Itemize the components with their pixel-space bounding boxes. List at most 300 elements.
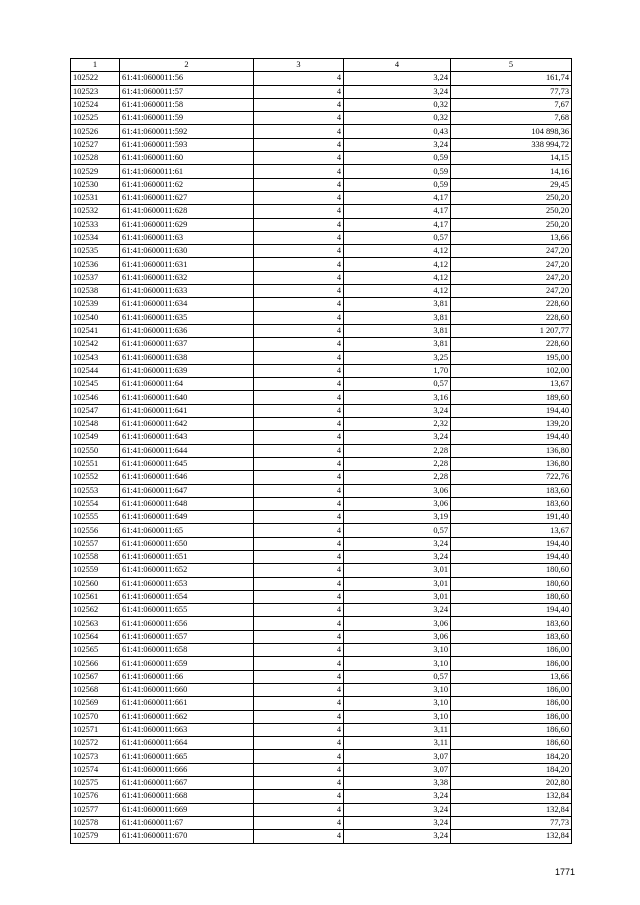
category-cell: 4 [254, 604, 344, 617]
table-row [71, 125, 572, 138]
rate-cell: 0,57 [344, 524, 451, 537]
category-cell: 4 [254, 803, 344, 816]
amount-cell: 104 898,36 [451, 125, 572, 138]
amount-cell: 186,60 [451, 737, 572, 750]
rate-cell: 3,10 [344, 710, 451, 723]
category-cell: 4 [254, 790, 344, 803]
category-cell: 4 [254, 537, 344, 550]
rate-cell: 2,28 [344, 471, 451, 484]
category-cell: 4 [254, 471, 344, 484]
rate-cell: 3,01 [344, 590, 451, 603]
table-row [71, 85, 572, 98]
category-cell: 4 [254, 351, 344, 364]
record-number-cell: 102560 [71, 577, 120, 590]
amount-cell: 194,40 [451, 431, 572, 444]
category-cell: 4 [254, 763, 344, 776]
table-row [71, 737, 572, 750]
amount-cell: 338 994,72 [451, 138, 572, 151]
amount-cell: 139,20 [451, 418, 572, 431]
column-header: 3 [254, 59, 344, 72]
rate-cell: 3,24 [344, 431, 451, 444]
table-row [71, 418, 572, 431]
record-number-cell: 102549 [71, 431, 120, 444]
record-number-cell: 102557 [71, 537, 120, 550]
category-cell: 4 [254, 391, 344, 404]
category-cell: 4 [254, 125, 344, 138]
rate-cell: 3,06 [344, 484, 451, 497]
category-cell: 4 [254, 550, 344, 563]
cadastral-number-cell: 61:41:0600011:639 [120, 364, 254, 377]
category-cell: 4 [254, 657, 344, 670]
cadastral-number-cell: 61:41:0600011:62 [120, 178, 254, 191]
amount-cell: 186,00 [451, 657, 572, 670]
table-row [71, 205, 572, 218]
rate-cell: 3,06 [344, 497, 451, 510]
rate-cell: 3,25 [344, 351, 451, 364]
rate-cell: 3,06 [344, 630, 451, 643]
cadastral-number-cell: 61:41:0600011:65 [120, 524, 254, 537]
cadastral-number-cell: 61:41:0600011:631 [120, 258, 254, 271]
table-row [71, 271, 572, 284]
amount-cell: 228,60 [451, 338, 572, 351]
category-cell: 4 [254, 670, 344, 683]
rate-cell: 3,10 [344, 697, 451, 710]
category-cell: 4 [254, 524, 344, 537]
record-number-cell: 102522 [71, 72, 120, 85]
category-cell: 4 [254, 737, 344, 750]
amount-cell: 250,20 [451, 218, 572, 231]
record-number-cell: 102533 [71, 218, 120, 231]
table-row [71, 803, 572, 816]
category-cell: 4 [254, 457, 344, 470]
amount-cell: 136,80 [451, 457, 572, 470]
cadastral-number-cell: 61:41:0600011:668 [120, 790, 254, 803]
table-row [71, 98, 572, 111]
record-number-cell: 102538 [71, 285, 120, 298]
table-header-row [71, 59, 572, 72]
amount-cell: 722,76 [451, 471, 572, 484]
amount-cell: 180,60 [451, 590, 572, 603]
rate-cell: 0,57 [344, 378, 451, 391]
amount-cell: 247,20 [451, 245, 572, 258]
record-number-cell: 102527 [71, 138, 120, 151]
cadastral-number-cell: 61:41:0600011:56 [120, 72, 254, 85]
amount-cell: 184,20 [451, 763, 572, 776]
cadastral-number-cell: 61:41:0600011:646 [120, 471, 254, 484]
amount-cell: 161,74 [451, 72, 572, 85]
category-cell: 4 [254, 324, 344, 337]
cadastral-number-cell: 61:41:0600011:634 [120, 298, 254, 311]
cadastral-number-cell: 61:41:0600011:658 [120, 644, 254, 657]
rate-cell: 2,28 [344, 457, 451, 470]
category-cell: 4 [254, 378, 344, 391]
table-row [71, 457, 572, 470]
category-cell: 4 [254, 245, 344, 258]
table-row [71, 165, 572, 178]
cadastral-number-cell: 61:41:0600011:637 [120, 338, 254, 351]
rate-cell: 3,19 [344, 511, 451, 524]
amount-cell: 250,20 [451, 191, 572, 204]
rate-cell: 4,17 [344, 205, 451, 218]
rate-cell: 0,57 [344, 231, 451, 244]
rate-cell: 3,24 [344, 404, 451, 417]
cadastral-number-cell: 61:41:0600011:592 [120, 125, 254, 138]
rate-cell: 0,43 [344, 125, 451, 138]
cadastral-number-cell: 61:41:0600011:665 [120, 750, 254, 763]
record-number-cell: 102565 [71, 644, 120, 657]
cadastral-number-cell: 61:41:0600011:652 [120, 564, 254, 577]
category-cell: 4 [254, 205, 344, 218]
amount-cell: 194,40 [451, 537, 572, 550]
rate-cell: 4,17 [344, 218, 451, 231]
amount-cell: 186,60 [451, 723, 572, 736]
cadastral-number-cell: 61:41:0600011:635 [120, 311, 254, 324]
record-number-cell: 102569 [71, 697, 120, 710]
amount-cell: 77,73 [451, 85, 572, 98]
amount-cell: 194,40 [451, 550, 572, 563]
category-cell: 4 [254, 258, 344, 271]
record-number-cell: 102550 [71, 444, 120, 457]
amount-cell: 7,67 [451, 98, 572, 111]
category-cell: 4 [254, 511, 344, 524]
rate-cell: 0,59 [344, 178, 451, 191]
rate-cell: 3,06 [344, 617, 451, 630]
cadastral-number-cell: 61:41:0600011:651 [120, 550, 254, 563]
rate-cell: 4,12 [344, 285, 451, 298]
table-row [71, 72, 572, 85]
category-cell: 4 [254, 444, 344, 457]
category-cell: 4 [254, 404, 344, 417]
record-number-cell: 102529 [71, 165, 120, 178]
rate-cell: 4,12 [344, 245, 451, 258]
cadastral-number-cell: 61:41:0600011:667 [120, 777, 254, 790]
category-cell: 4 [254, 165, 344, 178]
cadastral-number-cell: 61:41:0600011:669 [120, 803, 254, 816]
rate-cell: 1,70 [344, 364, 451, 377]
category-cell: 4 [254, 431, 344, 444]
category-cell: 4 [254, 617, 344, 630]
table-row [71, 604, 572, 617]
category-cell: 4 [254, 112, 344, 125]
category-cell: 4 [254, 418, 344, 431]
cadastral-number-cell: 61:41:0600011:661 [120, 697, 254, 710]
table-row [71, 564, 572, 577]
rate-cell: 3,24 [344, 138, 451, 151]
category-cell: 4 [254, 98, 344, 111]
record-number-cell: 102530 [71, 178, 120, 191]
category-cell: 4 [254, 683, 344, 696]
category-cell: 4 [254, 138, 344, 151]
amount-cell: 191,40 [451, 511, 572, 524]
data-table [70, 58, 572, 844]
table-row [71, 258, 572, 271]
record-number-cell: 102562 [71, 604, 120, 617]
table-row [71, 152, 572, 165]
table-row [71, 550, 572, 563]
table-row [71, 324, 572, 337]
record-number-cell: 102558 [71, 550, 120, 563]
rate-cell: 4,12 [344, 271, 451, 284]
record-number-cell: 102523 [71, 85, 120, 98]
table-row [71, 351, 572, 364]
rate-cell: 3,11 [344, 737, 451, 750]
table-row [71, 537, 572, 550]
amount-cell: 247,20 [451, 285, 572, 298]
amount-cell: 136,80 [451, 444, 572, 457]
amount-cell: 180,60 [451, 564, 572, 577]
column-header: 5 [451, 59, 572, 72]
record-number-cell: 102574 [71, 763, 120, 776]
category-cell: 4 [254, 830, 344, 843]
rate-cell: 3,01 [344, 564, 451, 577]
cadastral-number-cell: 61:41:0600011:664 [120, 737, 254, 750]
rate-cell: 3,07 [344, 750, 451, 763]
rate-cell: 3,24 [344, 85, 451, 98]
record-number-cell: 102525 [71, 112, 120, 125]
rate-cell: 3,16 [344, 391, 451, 404]
rate-cell: 3,10 [344, 683, 451, 696]
rate-cell: 2,32 [344, 418, 451, 431]
rate-cell: 3,24 [344, 550, 451, 563]
table-row [71, 444, 572, 457]
amount-cell: 183,60 [451, 630, 572, 643]
record-number-cell: 102577 [71, 803, 120, 816]
record-number-cell: 102526 [71, 125, 120, 138]
table-row [71, 364, 572, 377]
cadastral-number-cell: 61:41:0600011:662 [120, 710, 254, 723]
rate-cell: 4,17 [344, 191, 451, 204]
category-cell: 4 [254, 644, 344, 657]
rate-cell: 3,24 [344, 537, 451, 550]
table-row [71, 830, 572, 843]
record-number-cell: 102531 [71, 191, 120, 204]
rate-cell: 3,10 [344, 644, 451, 657]
rate-cell: 3,10 [344, 657, 451, 670]
cadastral-number-cell: 61:41:0600011:628 [120, 205, 254, 218]
table-row [71, 138, 572, 151]
record-number-cell: 102542 [71, 338, 120, 351]
record-number-cell: 102536 [71, 258, 120, 271]
cadastral-number-cell: 61:41:0600011:630 [120, 245, 254, 258]
cadastral-number-cell: 61:41:0600011:670 [120, 830, 254, 843]
cadastral-number-cell: 61:41:0600011:653 [120, 577, 254, 590]
table-row [71, 378, 572, 391]
rate-cell: 0,57 [344, 670, 451, 683]
rate-cell: 3,81 [344, 338, 451, 351]
table-row [71, 112, 572, 125]
cadastral-number-cell: 61:41:0600011:627 [120, 191, 254, 204]
rate-cell: 3,24 [344, 790, 451, 803]
amount-cell: 1 207,77 [451, 324, 572, 337]
table-row [71, 524, 572, 537]
cadastral-number-cell: 61:41:0600011:641 [120, 404, 254, 417]
cadastral-number-cell: 61:41:0600011:648 [120, 497, 254, 510]
cadastral-number-cell: 61:41:0600011:663 [120, 723, 254, 736]
category-cell: 4 [254, 577, 344, 590]
category-cell: 4 [254, 218, 344, 231]
amount-cell: 189,60 [451, 391, 572, 404]
record-number-cell: 102575 [71, 777, 120, 790]
column-header: 2 [120, 59, 254, 72]
cadastral-number-cell: 61:41:0600011:655 [120, 604, 254, 617]
record-number-cell: 102551 [71, 457, 120, 470]
table-row [71, 670, 572, 683]
cadastral-number-cell: 61:41:0600011:640 [120, 391, 254, 404]
amount-cell: 202,80 [451, 777, 572, 790]
record-number-cell: 102547 [71, 404, 120, 417]
record-number-cell: 102571 [71, 723, 120, 736]
record-number-cell: 102546 [71, 391, 120, 404]
category-cell: 4 [254, 231, 344, 244]
rate-cell: 3,81 [344, 311, 451, 324]
category-cell: 4 [254, 338, 344, 351]
record-number-cell: 102570 [71, 710, 120, 723]
table-row [71, 683, 572, 696]
table-row [71, 763, 572, 776]
record-number-cell: 102579 [71, 830, 120, 843]
category-cell: 4 [254, 630, 344, 643]
amount-cell: 13,66 [451, 231, 572, 244]
category-cell: 4 [254, 564, 344, 577]
cadastral-number-cell: 61:41:0600011:666 [120, 763, 254, 776]
amount-cell: 186,00 [451, 697, 572, 710]
amount-cell: 250,20 [451, 205, 572, 218]
cadastral-number-cell: 61:41:0600011:59 [120, 112, 254, 125]
cadastral-number-cell: 61:41:0600011:629 [120, 218, 254, 231]
record-number-cell: 102544 [71, 364, 120, 377]
table-row [71, 298, 572, 311]
amount-cell: 186,00 [451, 683, 572, 696]
record-number-cell: 102554 [71, 497, 120, 510]
table-row [71, 285, 572, 298]
category-cell: 4 [254, 497, 344, 510]
rate-cell: 3,24 [344, 830, 451, 843]
amount-cell: 247,20 [451, 271, 572, 284]
amount-cell: 132,84 [451, 803, 572, 816]
cadastral-number-cell: 61:41:0600011:650 [120, 537, 254, 550]
rate-cell: 3,38 [344, 777, 451, 790]
amount-cell: 14,15 [451, 152, 572, 165]
table-row [71, 245, 572, 258]
rate-cell: 2,28 [344, 444, 451, 457]
amount-cell: 228,60 [451, 311, 572, 324]
amount-cell: 14,16 [451, 165, 572, 178]
table-row [71, 391, 572, 404]
record-number-cell: 102537 [71, 271, 120, 284]
record-number-cell: 102552 [71, 471, 120, 484]
cadastral-number-cell: 61:41:0600011:57 [120, 85, 254, 98]
record-number-cell: 102567 [71, 670, 120, 683]
table-row [71, 723, 572, 736]
table-row [71, 790, 572, 803]
amount-cell: 183,60 [451, 484, 572, 497]
table-row [71, 750, 572, 763]
rate-cell: 4,12 [344, 258, 451, 271]
table-row [71, 431, 572, 444]
cadastral-number-cell: 61:41:0600011:66 [120, 670, 254, 683]
cadastral-number-cell: 61:41:0600011:656 [120, 617, 254, 630]
amount-cell: 132,84 [451, 790, 572, 803]
rate-cell: 3,01 [344, 577, 451, 590]
category-cell: 4 [254, 285, 344, 298]
category-cell: 4 [254, 697, 344, 710]
record-number-cell: 102556 [71, 524, 120, 537]
amount-cell: 183,60 [451, 497, 572, 510]
cadastral-number-cell: 61:41:0600011:63 [120, 231, 254, 244]
table-row [71, 630, 572, 643]
category-cell: 4 [254, 750, 344, 763]
cadastral-number-cell: 61:41:0600011:67 [120, 816, 254, 829]
amount-cell: 132,84 [451, 830, 572, 843]
table-row [71, 218, 572, 231]
category-cell: 4 [254, 152, 344, 165]
category-cell: 4 [254, 85, 344, 98]
table-row [71, 311, 572, 324]
table-row [71, 471, 572, 484]
amount-cell: 247,20 [451, 258, 572, 271]
record-number-cell: 102573 [71, 750, 120, 763]
table-row [71, 577, 572, 590]
cadastral-number-cell: 61:41:0600011:636 [120, 324, 254, 337]
amount-cell: 180,60 [451, 577, 572, 590]
category-cell: 4 [254, 364, 344, 377]
table-row [71, 178, 572, 191]
record-number-cell: 102566 [71, 657, 120, 670]
category-cell: 4 [254, 723, 344, 736]
record-number-cell: 102568 [71, 683, 120, 696]
table-row [71, 404, 572, 417]
table-row [71, 816, 572, 829]
table-body [71, 72, 572, 843]
cadastral-number-cell: 61:41:0600011:649 [120, 511, 254, 524]
table-row [71, 191, 572, 204]
table-row [71, 484, 572, 497]
record-number-cell: 102564 [71, 630, 120, 643]
category-cell: 4 [254, 590, 344, 603]
table-row [71, 777, 572, 790]
category-cell: 4 [254, 178, 344, 191]
record-number-cell: 102548 [71, 418, 120, 431]
cadastral-number-cell: 61:41:0600011:642 [120, 418, 254, 431]
cadastral-number-cell: 61:41:0600011:58 [120, 98, 254, 111]
cadastral-number-cell: 61:41:0600011:660 [120, 683, 254, 696]
amount-cell: 13,67 [451, 378, 572, 391]
cadastral-number-cell: 61:41:0600011:638 [120, 351, 254, 364]
category-cell: 4 [254, 710, 344, 723]
table-row [71, 511, 572, 524]
cadastral-number-cell: 61:41:0600011:64 [120, 378, 254, 391]
rate-cell: 3,24 [344, 604, 451, 617]
cadastral-number-cell: 61:41:0600011:657 [120, 630, 254, 643]
table-row [71, 590, 572, 603]
amount-cell: 183,60 [451, 617, 572, 630]
record-number-cell: 102543 [71, 351, 120, 364]
rate-cell: 3,81 [344, 324, 451, 337]
cadastral-number-cell: 61:41:0600011:643 [120, 431, 254, 444]
cadastral-number-cell: 61:41:0600011:60 [120, 152, 254, 165]
category-cell: 4 [254, 484, 344, 497]
cadastral-number-cell: 61:41:0600011:645 [120, 457, 254, 470]
amount-cell: 194,40 [451, 404, 572, 417]
record-number-cell: 102563 [71, 617, 120, 630]
amount-cell: 195,00 [451, 351, 572, 364]
rate-cell: 3,11 [344, 723, 451, 736]
category-cell: 4 [254, 271, 344, 284]
rate-cell: 0,59 [344, 165, 451, 178]
table-row [71, 617, 572, 630]
category-cell: 4 [254, 191, 344, 204]
category-cell: 4 [254, 816, 344, 829]
